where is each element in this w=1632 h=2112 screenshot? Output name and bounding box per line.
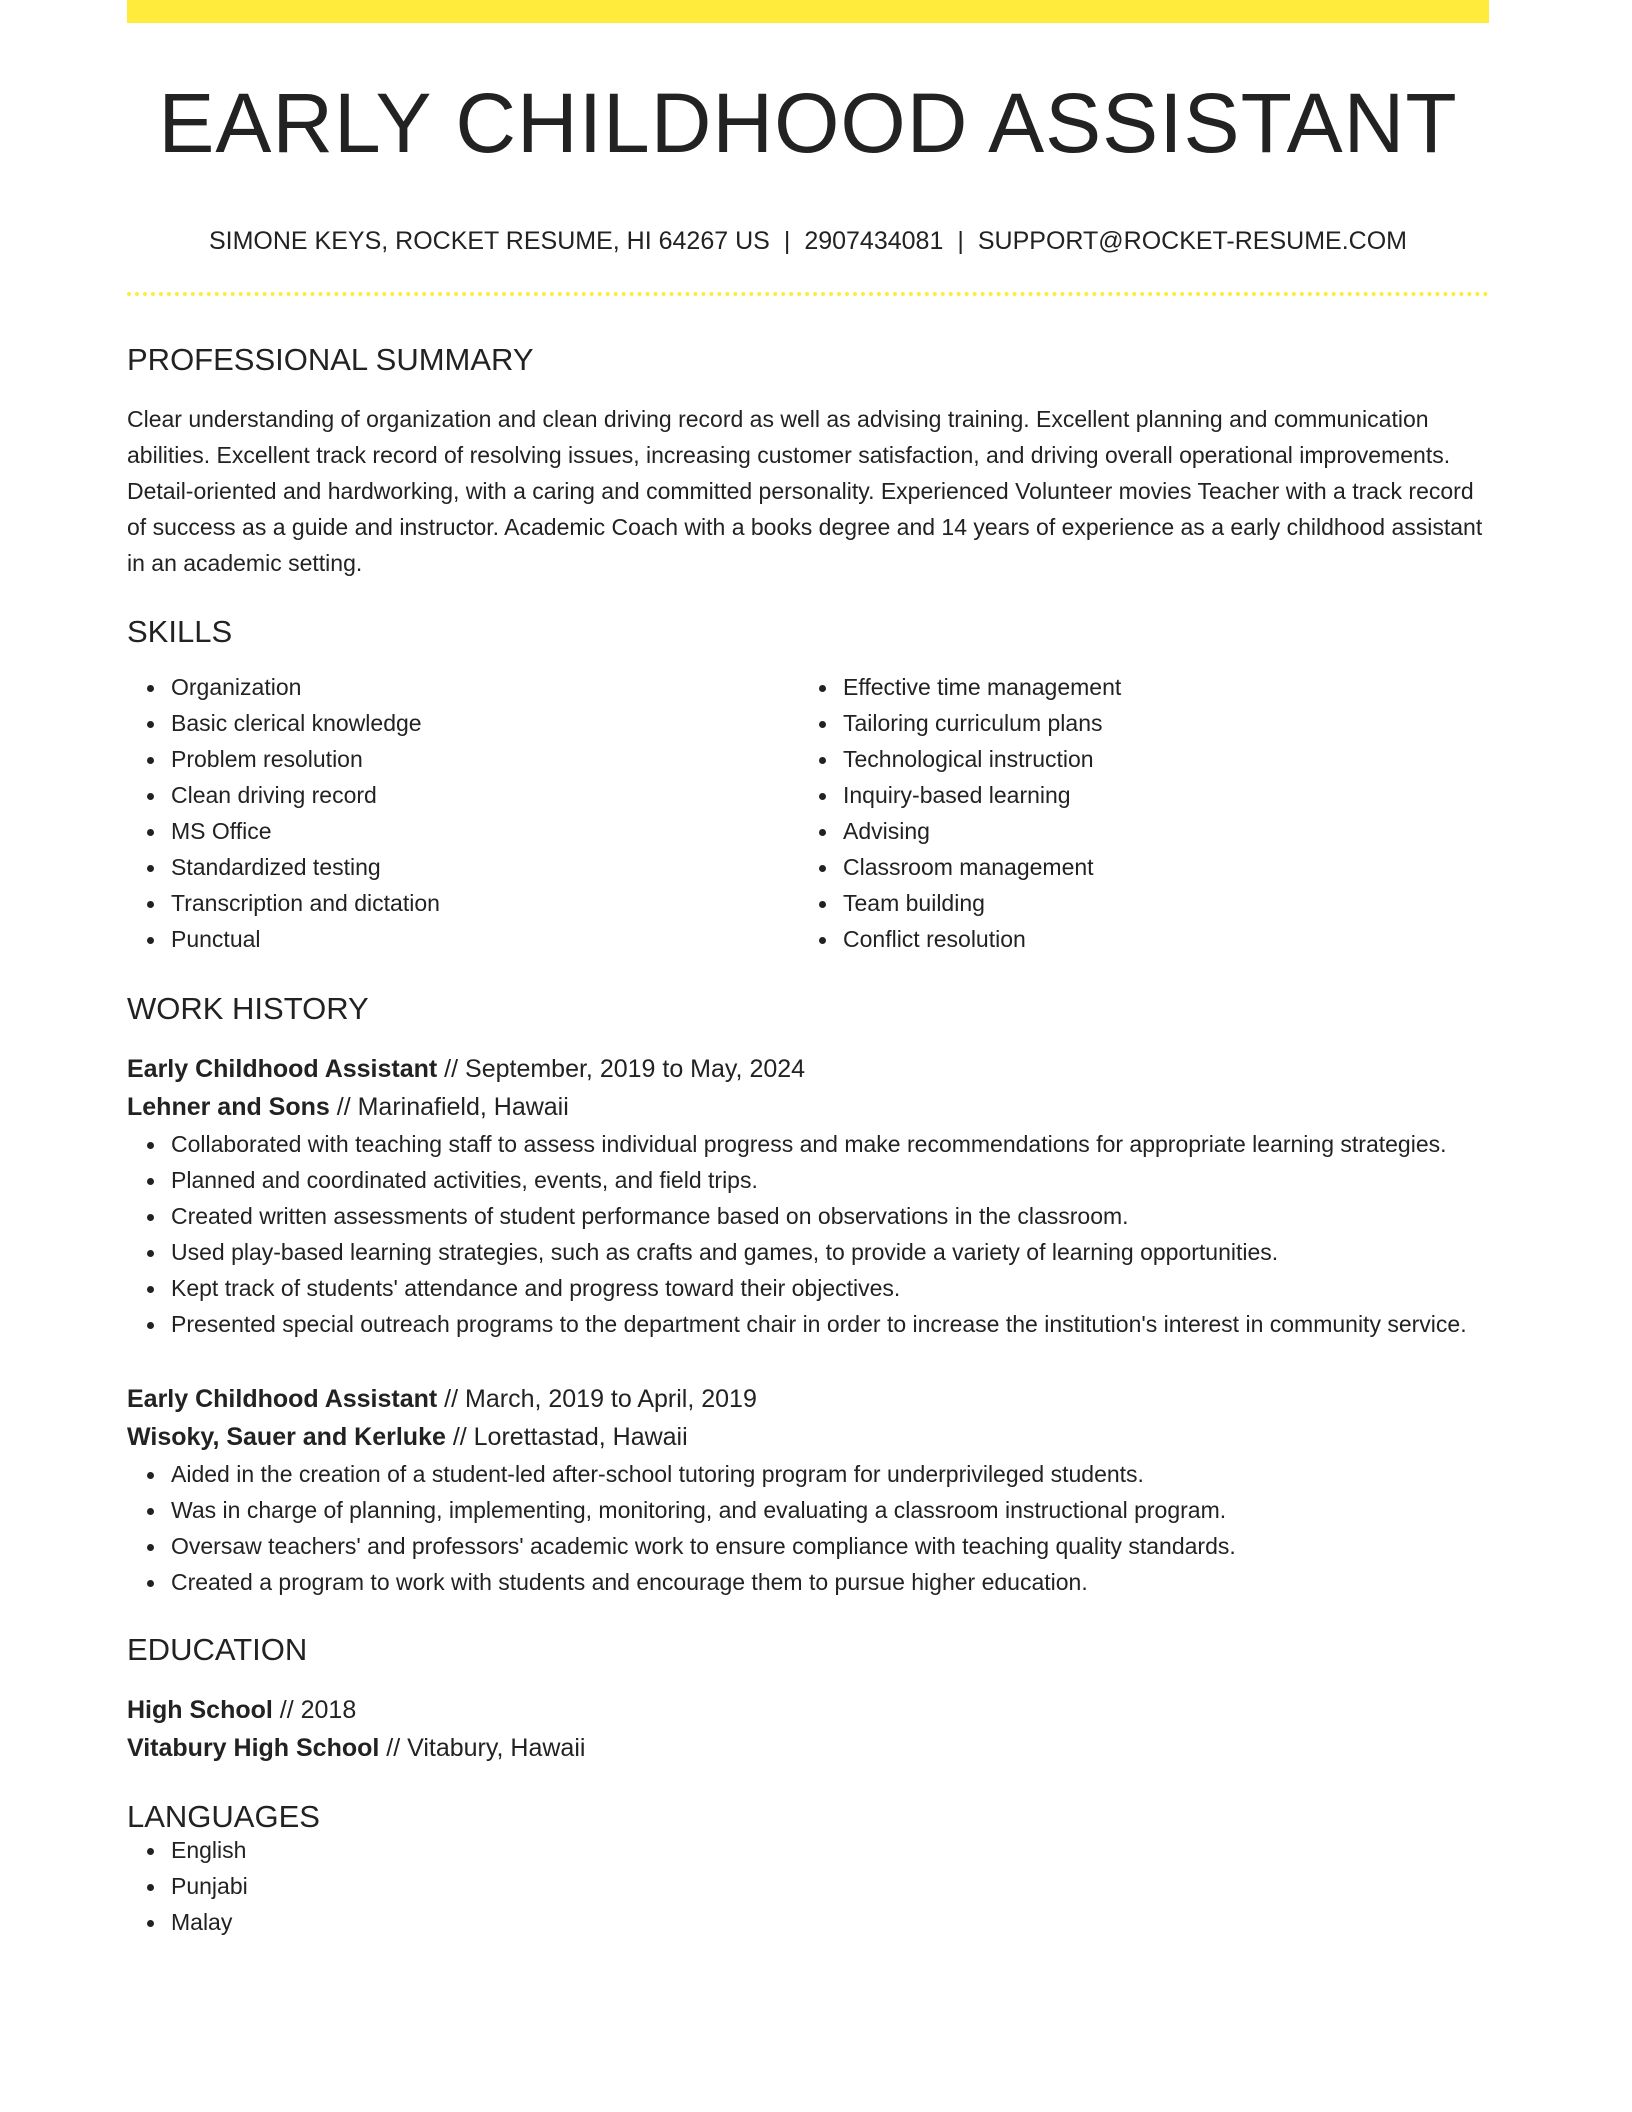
- job-duty: Kept track of students' attendance and progress toward their objectives.: [171, 1270, 1489, 1306]
- skills-column-left: [127, 669, 799, 957]
- skills-list-left: [127, 669, 799, 957]
- summary-text: Clear understanding of organization and clean driving record as well as advising training. Excellent planning and communication abilities. Excellent track record of resolving issues, increasing customer satisfaction, and driving overall operational improvements. Detail-oriented and hardworking, with a caring and committed personality. Experienced Volunteer movies Teacher with a track record of success as a guide and instructor. Academic Coach with a books degree and 14 years of experience as a early childhood assistant in an academic setting.: [127, 406, 1483, 576]
- job-dates: // September, 2019 to May, 2024: [437, 1055, 806, 1083]
- summary-heading: PROFESSIONAL SUMMARY: [127, 342, 534, 377]
- skill-item: Classroom management: [843, 849, 1471, 885]
- skill-item: Problem resolution: [171, 741, 799, 777]
- job-duty: Aided in the creation of a student-led after-school tutoring program for underprivileged students.: [171, 1456, 1489, 1492]
- education-heading: EDUCATION: [127, 1632, 308, 1667]
- job-entry: [127, 1050, 1489, 1342]
- education-school-line: [127, 1729, 1489, 1767]
- skill-item: Basic clerical knowledge: [171, 705, 799, 741]
- resume-title: EARLY CHILDHOOD ASSISTANT: [158, 76, 1458, 170]
- job-duty: Created a program to work with students and encourage them to pursue higher education.: [171, 1564, 1489, 1600]
- skill-item: Standardized testing: [171, 849, 799, 885]
- job-title-line: [127, 1380, 1489, 1418]
- job-company-line: [127, 1418, 1489, 1456]
- education-degree: High School: [127, 1696, 273, 1724]
- language-item: Punjabi: [171, 1868, 1489, 1904]
- contact-address: SIMONE KEYS, ROCKET RESUME, HI 64267 US: [208, 227, 770, 255]
- language-item: English: [171, 1832, 1489, 1868]
- job-title-line: [127, 1050, 1489, 1088]
- skills-list-right: [799, 669, 1471, 957]
- skills-heading: SKILLS: [127, 614, 233, 649]
- job-title: Early Childhood Assistant: [127, 1385, 438, 1413]
- job-duty: Used play-based learning strategies, such as crafts and games, to provide a variety of learning opportunities.: [171, 1234, 1489, 1270]
- education-school: Vitabury High School: [127, 1734, 380, 1762]
- work-history-heading: WORK HISTORY: [127, 991, 369, 1026]
- job-duties-list: [127, 1126, 1489, 1342]
- job-dates: // March, 2019 to April, 2019: [437, 1385, 757, 1413]
- skill-item: Technological instruction: [843, 741, 1471, 777]
- languages-heading: LANGUAGES: [127, 1799, 320, 1834]
- languages-list: [127, 1832, 1489, 1940]
- skill-item: Clean driving record: [171, 777, 799, 813]
- job-location: // Marinafield, Hawaii: [329, 1093, 569, 1121]
- job-duty: Collaborated with teaching staff to assess individual progress and make recommendations for appropriate learning strategies.: [171, 1126, 1489, 1162]
- education-entry: [127, 1691, 1489, 1767]
- skill-item: Conflict resolution: [843, 921, 1471, 957]
- skill-item: Transcription and dictation: [171, 885, 799, 921]
- contact-separator: |: [783, 227, 791, 255]
- contact-separator: |: [957, 227, 964, 255]
- job-duties-list: [127, 1456, 1489, 1600]
- contact-email: SUPPORT@ROCKET-RESUME.COM: [977, 227, 1407, 255]
- job-company: Wisoky, Sauer and Kerluke: [127, 1423, 446, 1451]
- skills-column-right: [799, 669, 1471, 957]
- skill-item: Advising: [843, 813, 1471, 849]
- skill-item: Organization: [171, 669, 799, 705]
- job-entry: [127, 1380, 1489, 1600]
- contact-line: [127, 229, 1489, 254]
- skill-item: Punctual: [171, 921, 799, 957]
- job-duty: Presented special outreach programs to the department chair in order to increase the institution's interest in community service.: [171, 1306, 1489, 1342]
- skill-item: MS Office: [171, 813, 799, 849]
- skill-item: Effective time management: [843, 669, 1471, 705]
- job-location: // Lorettastad, Hawaii: [445, 1423, 688, 1451]
- contact-phone: 2907434081: [804, 227, 944, 255]
- skill-item: Inquiry-based learning: [843, 777, 1471, 813]
- skill-item: Team building: [843, 885, 1471, 921]
- skill-item: Tailoring curriculum plans: [843, 705, 1471, 741]
- job-company: Lehner and Sons: [127, 1093, 330, 1121]
- job-duty: Planned and coordinated activities, events, and field trips.: [171, 1162, 1489, 1198]
- education-degree-line: [127, 1691, 1489, 1729]
- language-item: Malay: [171, 1904, 1489, 1940]
- education-year: // 2018: [272, 1696, 357, 1724]
- job-duty: Was in charge of planning, implementing, monitoring, and evaluating a classroom instructional program.: [171, 1492, 1489, 1528]
- job-duty: Created written assessments of student performance based on observations in the classroom.: [171, 1198, 1489, 1234]
- skills-columns: [127, 669, 1489, 957]
- job-company-line: [127, 1088, 1489, 1126]
- job-duty: Oversaw teachers' and professors' academic work to ensure compliance with teaching quality standards.: [171, 1528, 1489, 1564]
- dotted-divider: [127, 292, 1489, 296]
- education-location: // Vitabury, Hawaii: [379, 1734, 586, 1762]
- resume-page: [127, 0, 1489, 1940]
- job-title: Early Childhood Assistant: [127, 1055, 438, 1083]
- top-accent-bar: [127, 0, 1489, 23]
